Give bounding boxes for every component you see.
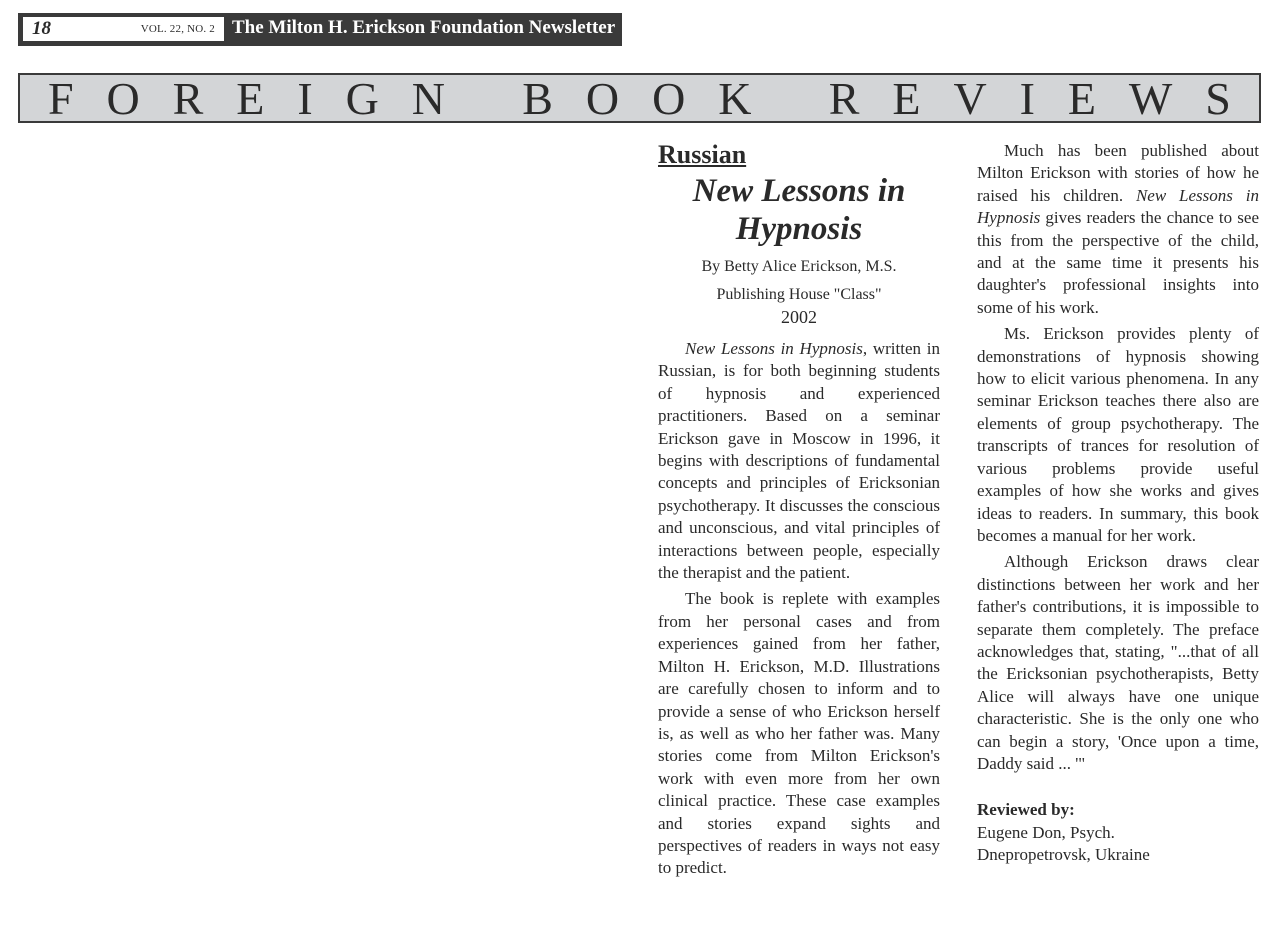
reviewer-credit xyxy=(977,799,1259,866)
banner-letter: E xyxy=(1067,73,1096,123)
page-number: 18 xyxy=(32,18,51,39)
banner-letter: K xyxy=(718,73,752,123)
book-title-inline: New Lessons in Hypnosis xyxy=(685,339,863,358)
review-paragraph-2: The book is replete with examples from her personal cases and from experiences gained from her father, Milton H. Erickson, M.D. Illustrations are carefully chosen to inform and to provide a sense of who Erickson herself is, as well as who her father was. Many stories come from Milton Erickson's work with even more from her own clinical practice. These case examples and stories expand sights and perspectives of readers in ways not easy to predict. xyxy=(658,589,940,878)
banner-letter: W xyxy=(1128,73,1173,123)
banner-heading xyxy=(20,75,1259,121)
book-title-line2: Hypnosis xyxy=(735,211,863,247)
banner-letter xyxy=(478,75,490,121)
volume-issue: VOL. 22, NO. 2 xyxy=(140,23,215,35)
book-title xyxy=(658,172,940,248)
reviewer-location: Dnepropetrovsk, Ukraine xyxy=(977,845,1150,865)
banner-letter: B xyxy=(522,73,553,123)
language-label: Russian xyxy=(658,140,747,169)
review-paragraph-1: New Lessons in Hypnosis, written in Russian, is for both beginning students of hypnosis and experienced practitioners. Based on a seminar Erickson gave in Moscow in 1996, it begins with descriptions of fundamental concepts and principles of Ericksonian psychotherapy. It discusses the conscious and unconscious, and vital principles of interactions between people, especially the therapist and the patient. xyxy=(658,339,940,583)
banner-letter: R xyxy=(828,73,860,123)
banner-letter: E xyxy=(892,73,921,123)
review-paragraph-5: Although Erickson draws clear distinctions between her work and her father's contributions, it is impossible to separate them completely. The preface acknowledges that, stating, "...that of all the Ericksonian psychotherapists, Betty Alice will always have one unique characteristic. She is the only one who can begin a story, 'Once upon a time, Daddy said ... '" xyxy=(977,552,1259,773)
banner-letter: V xyxy=(953,73,987,123)
book-title-line1: New Lessons in xyxy=(692,173,906,209)
banner-letter: I xyxy=(297,73,313,123)
review-paragraph-3: Much has been published about Milton Erickson with stories of how he raised his children. New Lessons in Hypnosis gives readers the chance to see this from the perspective of the child, and at the same time it presents his daughter's professional insights into some of his work. xyxy=(977,141,1259,317)
banner-letter: O xyxy=(585,73,620,123)
banner-letter xyxy=(784,75,796,121)
banner-letter: I xyxy=(1019,73,1035,123)
banner-letter: G xyxy=(345,73,379,123)
newsletter-title: The Milton H. Erickson Foundation Newsletter xyxy=(232,17,616,38)
author-byline: By Betty Alice Erickson, M.S. xyxy=(701,258,897,275)
review-paragraph-4: Ms. Erickson provides plenty of demonstrations of hypnosis showing how to elicit various phenomena. In any seminar Erickson teaches there also are elements of group psychotherapy. The transcripts of trances for resolution of various problems provide useful examples of how she works and gives ideas to readers. In summary, this book becomes a manual for her work. xyxy=(977,324,1259,545)
banner-letter: S xyxy=(1205,73,1231,123)
reviewed-by-label: Reviewed by: xyxy=(977,800,1075,820)
reviewer-name: Eugene Don, Psych. xyxy=(977,822,1115,842)
banner-letter: O xyxy=(106,73,140,123)
section-banner xyxy=(18,73,1261,123)
review-column-left xyxy=(658,140,940,884)
banner-letter: N xyxy=(411,73,445,123)
book-title-inline: New Lessons in Hypnosis xyxy=(977,185,1259,228)
publication-year: 2002 xyxy=(781,307,817,327)
banner-letter: E xyxy=(236,73,265,123)
review-column-right xyxy=(977,140,1259,867)
banner-letter: O xyxy=(652,73,686,123)
page-number-box xyxy=(23,17,224,41)
publisher: Publishing House "Class" xyxy=(716,286,882,303)
banner-letter: R xyxy=(172,73,204,123)
banner-letter: F xyxy=(48,73,74,123)
newsletter-header xyxy=(18,13,622,46)
